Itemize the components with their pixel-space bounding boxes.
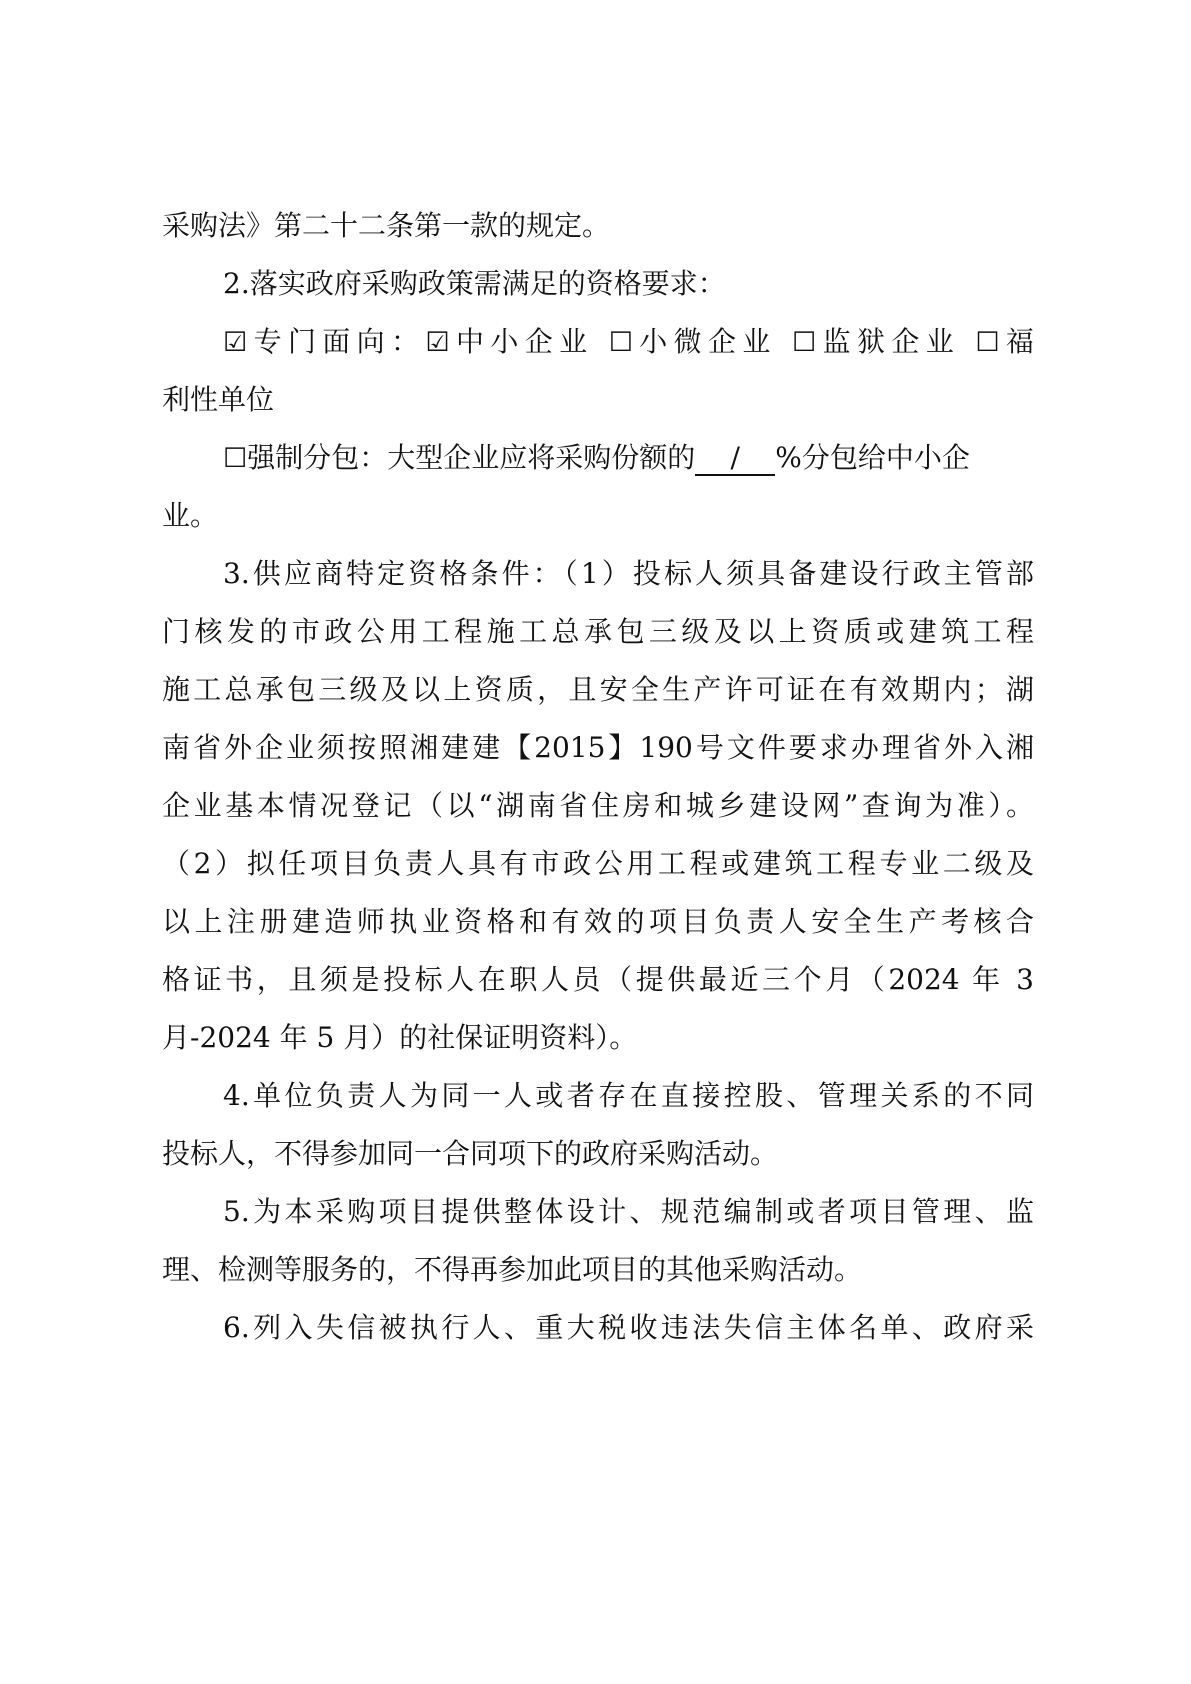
checked-box-icon: ☑ bbox=[223, 327, 248, 358]
subcontract-row bbox=[223, 438, 1034, 478]
item-3-line-2: 门核发的市政公用工程施工总承包三级及以上资质或建筑工程 bbox=[162, 615, 1034, 648]
option-label-small-micro: 小微企业 bbox=[632, 325, 777, 358]
item-6-line-1: 6.列入失信被执行人、重大税收违法失信主体名单、政府采 bbox=[223, 1311, 1034, 1344]
item-3-line-4: 南省外企业须按照湘建建【2015】190号文件要求办理省外入湘 bbox=[162, 731, 1034, 764]
unchecked-box-icon: ☐ bbox=[975, 327, 1000, 358]
option-label-welfare: 福 bbox=[999, 325, 1034, 358]
item-4-line-2: 投标人，不得参加同一合同项下的政府采购活动。 bbox=[162, 1137, 779, 1170]
item-5-line-2: 理、检测等服务的，不得再参加此项目的其他采购活动。 bbox=[162, 1253, 863, 1286]
item-5-line-1: 5.为本采购项目提供整体设计、规范编制或者项目管理、监 bbox=[223, 1195, 1034, 1228]
item-4-line-1: 4.单位负责人为同一人或者存在直接控股、管理关系的不同 bbox=[223, 1079, 1034, 1112]
subcontract-text-after: %分包给中小企 bbox=[775, 441, 970, 474]
policy-checkbox-row bbox=[223, 322, 1034, 362]
checked-box-icon: ☑ bbox=[425, 327, 450, 358]
item-3-line-8: 格证书，且须是投标人在职人员（提供最近三个月（2024 年 3 bbox=[162, 963, 1034, 996]
item-3-line-7: 以上注册建造师执业资格和有效的项目负责人安全生产考核合 bbox=[162, 905, 1034, 938]
option-label-sme: 中小企业 bbox=[449, 325, 594, 358]
subcontract-text: 强制分包：大型企业应将采购份额的 bbox=[247, 441, 696, 474]
dedicated-label: 专门面向： bbox=[247, 325, 426, 358]
text-line-welfare-cont: 利性单位 bbox=[162, 383, 275, 416]
share-blank-field: / bbox=[695, 442, 775, 476]
option-label-prison: 监狱企业 bbox=[816, 325, 961, 358]
item-3-line-9: 月-2024 年 5 月）的社保证明资料）。 bbox=[162, 1021, 638, 1054]
unchecked-box-icon: ☐ bbox=[608, 327, 633, 358]
text-line-1: 采购法》第二十二条第一款的规定。 bbox=[162, 209, 611, 242]
item-3-line-1: 3.供应商特定资格条件：（1）投标人须具备建设行政主管部 bbox=[223, 557, 1034, 590]
item-3-line-5: 企业基本情况登记（以“湖南省住房和城乡建设网”查询为准）。 bbox=[162, 789, 1034, 822]
unchecked-box-icon: ☐ bbox=[792, 327, 817, 358]
unchecked-box-icon: ☐ bbox=[223, 443, 248, 474]
item-3-line-6: （2）拟任项目负责人具有市政公用工程或建筑工程专业二级及 bbox=[162, 847, 1034, 880]
item-2-heading: 2.落实政府采购政策需满足的资格要求： bbox=[223, 267, 726, 300]
text-line-subcontract-cont: 业。 bbox=[162, 499, 219, 532]
item-3-line-3: 施工总承包三级及以上资质，且安全生产许可证在有效期内；湖 bbox=[162, 673, 1034, 706]
